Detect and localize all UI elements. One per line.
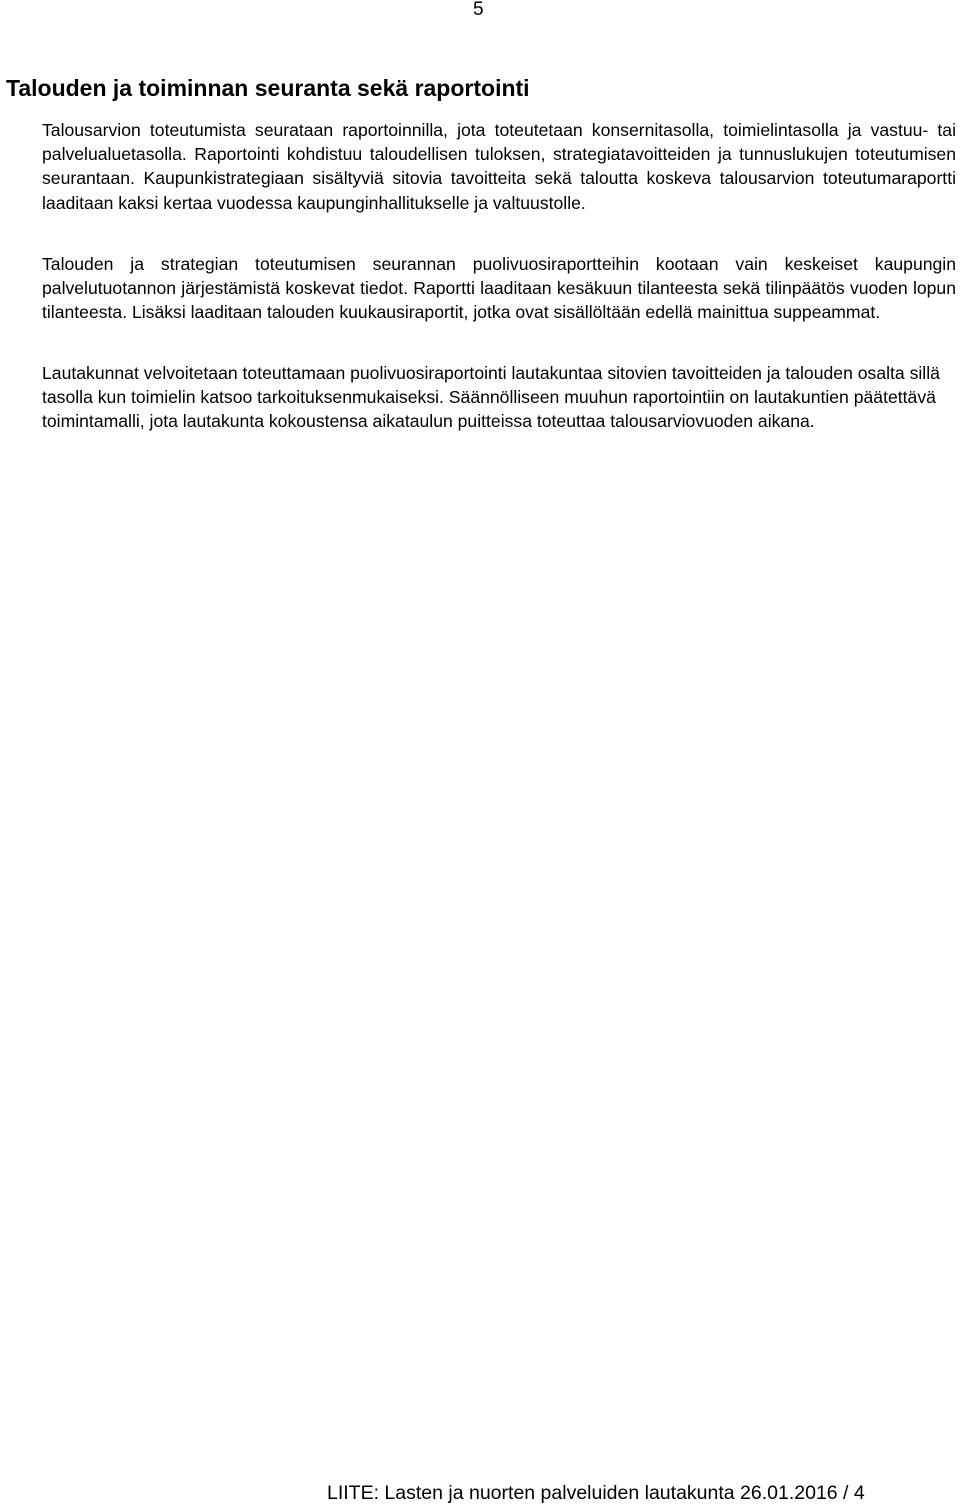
paragraph-half-year-reports: Talouden ja strategian toteutumisen seurannan puolivuosiraportteihin kootaan vain keskeiset kaupungin palvelutuotannon järjestämistä koskevat tiedot. Raportti laaditaan kesäkuun tilanteesta sekä tilinpäätös vuoden lopun tilanteesta. Lisäksi laaditaan talouden kuukausiraportit, jotka ovat sisällöltään edellä mainittua suppeammat. — [42, 254, 956, 323]
paragraph-committees: Lautakunnat velvoitetaan toteuttamaan puolivuosiraportointi lautakuntaa sitovien tavoitteiden ja talouden osalta sillä tasolla kun toimielin katsoo tarkoituksenmukaiseksi. Säännölliseen muuhun raportointiin on lautakuntien päätettävä toimintamalli, jota lautakunta kokoustensa aikataulun puitteissa toteuttaa talousarviovuoden aikana. — [42, 363, 940, 432]
section-heading: Talouden ja toiminnan seuranta sekä raportointi — [6, 75, 530, 101]
paragraph-reporting: Talousarvion toteutumista seurataan raportoinnilla, jota toteutetaan konsernitasolla, toimielintasolla ja vastuu- tai palvelualuetasolla. Raportointi kohdistuu taloudellisen tuloksen, strategiatavoitteiden ja tunnuslukujen toteutumisen seurantaan. Kaupunkistrategiaan sisältyviä sitovia tavoitteita sekä taloutta koskeva talousarvion toteutumaraportti laaditaan kaksi kertaa vuodessa kaupunginhallitukselle ja valtuustolle. — [42, 120, 956, 213]
page-number: 5 — [473, 0, 484, 20]
footer-attachment-note: LIITE: Lasten ja nuorten palveluiden lautakunta 26.01.2016 / 4 — [327, 1482, 865, 1504]
